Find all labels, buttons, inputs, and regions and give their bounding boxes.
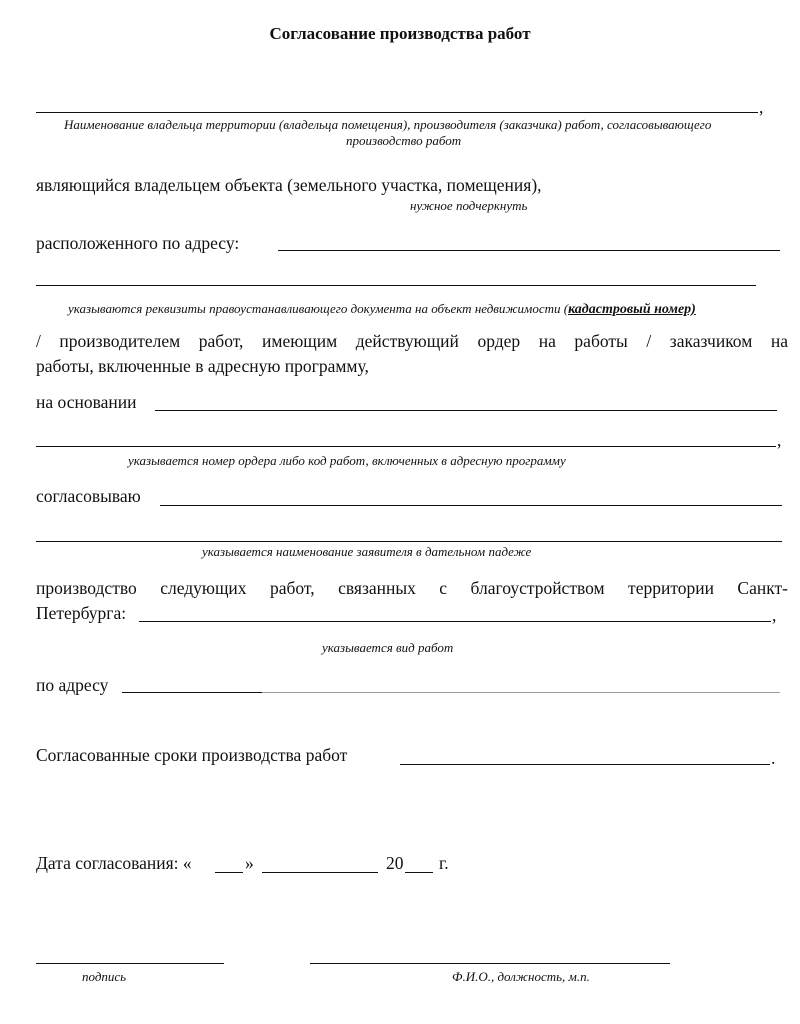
page-title: Согласование производства работ [269,24,531,43]
name-position-field[interactable] [310,963,670,964]
approve-label: согласовываю [36,486,141,506]
works-hint: указывается вид работ [322,640,454,655]
date-year-field[interactable] [405,872,433,873]
date-day-field[interactable] [215,872,243,873]
basis-label: на основании [36,392,137,412]
works-comma: , [772,605,777,625]
works-field[interactable] [139,621,771,622]
date-label: Дата согласования: « [36,853,192,873]
producer-line-1: / производителем работ, имеющим действующий ордер на работы / заказчиком на [36,331,788,351]
work-address-field[interactable] [122,692,262,693]
approve-hint: указывается наименование заявителя в дательном падеже [202,544,532,559]
basis-hint: указывается номер ордера либо код работ, включенных в адресную программу [128,453,566,468]
signature-field[interactable] [36,963,224,964]
work-address-label: по адресу [36,675,109,695]
deadline-label: Согласованные сроки производства работ [36,745,348,765]
signature-hint: подпись [82,969,127,984]
owner-comma: , [759,97,764,117]
approve-field[interactable] [160,505,782,506]
date-year-prefix: 20 [386,853,404,873]
basis-field-continued[interactable] [36,446,776,447]
address-hint [68,301,696,318]
name-position-hint: Ф.И.О., должность, м.п. [452,969,590,984]
works-line-2: Петербурга: [36,603,127,623]
basis-comma: , [777,430,782,450]
approve-field-continued[interactable] [36,541,782,542]
cadastral-number-hint: кадастровый номер) [568,302,696,317]
producer-line-2: работы, включенные в адресную программу, [36,356,369,376]
work-address-field-continued[interactable] [262,692,780,693]
owner-object-hint: нужное подчеркнуть [410,198,528,213]
date-year-suffix: г. [439,853,449,873]
basis-field[interactable] [155,410,777,411]
address-hint-text: указываются реквизиты правоустанавливающего документа на объект недвижимости ( [68,301,569,316]
owner-object-text: являющийся владельцем объекта (земельного участка, помещения), [36,175,542,195]
deadline-field[interactable] [400,764,770,765]
owner-hint-2: производство работ [346,133,462,148]
address-label: расположенного по адресу: [36,233,240,253]
date-close-quote: » [245,853,254,873]
owner-name-field[interactable] [36,112,758,113]
address-field[interactable] [278,250,780,251]
deadline-dot: . [771,748,776,768]
works-line-1: производство следующих работ, связанных с благоустройством территории Санкт- [36,578,788,598]
owner-hint-1: Наименование владельца территории (владельца помещения), производителя (заказчика) работ, согласовывающего [64,117,712,132]
date-month-field[interactable] [262,872,378,873]
address-field-continued[interactable] [36,285,756,286]
